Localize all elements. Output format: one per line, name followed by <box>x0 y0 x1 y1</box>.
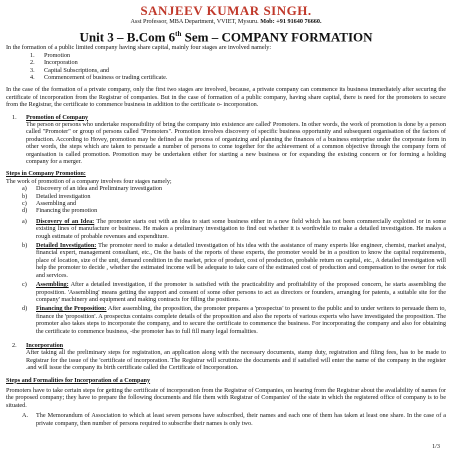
author-name: SANJEEV KUMAR SINGH. <box>140 4 312 18</box>
list-item: a) Discovery of an idea and Preliminary investigation <box>22 185 163 193</box>
unit-title-sup: th <box>175 30 182 38</box>
list-item: 1. Promotion <box>30 51 71 59</box>
unit-title-a: Unit 3 – B.Com 6 <box>79 29 176 45</box>
stages-list <box>6 52 446 82</box>
unit-title <box>6 27 446 44</box>
page-number: 1/3 <box>432 443 440 450</box>
steps-intro: The work of promotion of a company involves four stages namely; <box>6 177 172 185</box>
mobile-number: Mob: +91 91640 76660. <box>260 18 322 25</box>
section-incorporation-body: After taking all the preliminary steps for registration, an application along with the necessary documents, stamp duty, registration and filing fees, has to be made to Registrar for the issue of the 'certificate of incorporation. The Registrar will scrutinize the documents and if satisfied will enter the name of the company in the register .and will issue the company its birth certificate called the Certificate of Incorporation. <box>26 349 446 372</box>
intro-text: In the formation of a public limited company having share capital, mainly four stages are involved namely: <box>6 44 272 52</box>
list-item: 4. Commencement of business or trading certificate. <box>30 73 168 81</box>
section-promotion-body: The person or persons who undertake responsibility of bring the company into existence are called' Promoters. In other words, the work of promotion is done by a person called "Promoter" or group of persons called "Promoters". Promotion involves discovery of specific business opportunity and subsequent organisation of the factors of production. According to Hovey, promotion may be defined as the process of organizing and planning the finances of a business enterprise under the corporate form in other words, the steps which are taken to persuade a number of persons to come together for the achievement of a common objective through the company form of organisation is called promotion. Promotion may be undertaken either for starting a new business or for expanding the existing concern or for forming a holding company for a merger. <box>26 120 446 166</box>
list-item: d) Financing the promotion <box>22 207 98 215</box>
author-affiliation <box>6 18 446 26</box>
section-incorporation-heading: 2. Incorporation <box>12 341 64 349</box>
list-item: 2. Incorporation <box>30 59 78 67</box>
list-item: a) Discovery of an Idea: The promoter starts out with an idea to start some business either in a new field which has not been commercially exploited or in some existing lines of manufacture or business. He makes a preliminary investigation to find out whether it is worthwhile to make a detailed investigation. He makes a rough estimate of probable revenues and expenditure. <box>22 217 446 240</box>
list-item: d) Financing the Proposition: After assembling, the proposition, the promoter prepares a 'prospectus' to present to the public and to under writers to persuade them to, finance the 'proposition'. A prospectus contains complete details of the proposition and also the reports of various experts who have investigated the proposition. The promoter also takes steps to incorporate the company, and to secure the certificate to commence the business. For incorporating the company and also for obtaining the certificate to commence business, -the promoter has to full fill many legal formalities. <box>22 305 446 335</box>
section-promotion-heading: 1. Promotion of Company <box>12 113 89 121</box>
list-item: c) Assembling and <box>22 200 77 208</box>
list-item: c) Assembling: After a detailed investigation, if the promoter is satisfied with the practicability and profitability of the proposed concern, he starts assembling the proposition. 'Assembling' means getting the support and consent of some other persons to act as directors or founders, arranging for patents, a suitable site for the company' machinery and equipment and making contracts for filling the positions. <box>22 281 446 303</box>
affiliation-text: Asst Professor, MBA Department, VVIET, Mysuru. <box>130 18 259 25</box>
list-item: b) Detailed Investigation: The promoter need to make a detailed investigation of his idea with the assistance of many experts like engineer, chemist, market analyst, financial expert, management consultant, etc., On the basis of the reports of these experts, the promoter would be in a position to know the capital requirements, place of location, size of the unit, demand condition in the market, price of product, cost of production, probable return on capital, etc., A detailed investigation will help the promoter to decide , whether the estimated income will be adequate to take care of the estimated cost of production and compensation to the owner for risk and services. <box>22 242 446 279</box>
private-company-paragraph: In the case of the formation of a private company, only the first two stages are involved, because, a private company can commence its business immediately after securing the certificate of incorporation from the Registrar of companies. But in the case of formation of a public company, having share capital, there is need for the promoters to secure from the Registrar, the certificate to commence business in addition to the certificate o- incorporation. <box>6 86 446 109</box>
list-item: b) Detailed investigation <box>22 192 91 200</box>
unit-title-b: Sem – COMPANY FORMATION <box>181 29 373 45</box>
steps-detail-list <box>6 218 446 335</box>
formalities-heading: Steps and Formalities for Incorporation of a Company <box>6 376 151 384</box>
formalities-intro: Promoters have to take certain steps for getting the certificate of incorporation from the Registrar of Companies, on hearing from the Registrar about the availability of names for the proposed company; they have to prepare the following documents and file them with Registrar of Companies' of the state in which the registered office of company is to be situated. <box>6 386 446 409</box>
document-page <box>6 4 446 448</box>
steps-list <box>6 185 446 215</box>
list-item: 3. Capital Subscriptions, and <box>30 66 110 74</box>
list-item: A. The Memorandum of Association to which at least seven persons have subscribed, their names and each one of them has taken at least one share. In the case of a private company, then number of persons required to subscribe their names is only two. <box>22 412 446 427</box>
formalities-list <box>6 412 446 427</box>
steps-heading: Steps in Company Promotion: <box>6 170 86 178</box>
